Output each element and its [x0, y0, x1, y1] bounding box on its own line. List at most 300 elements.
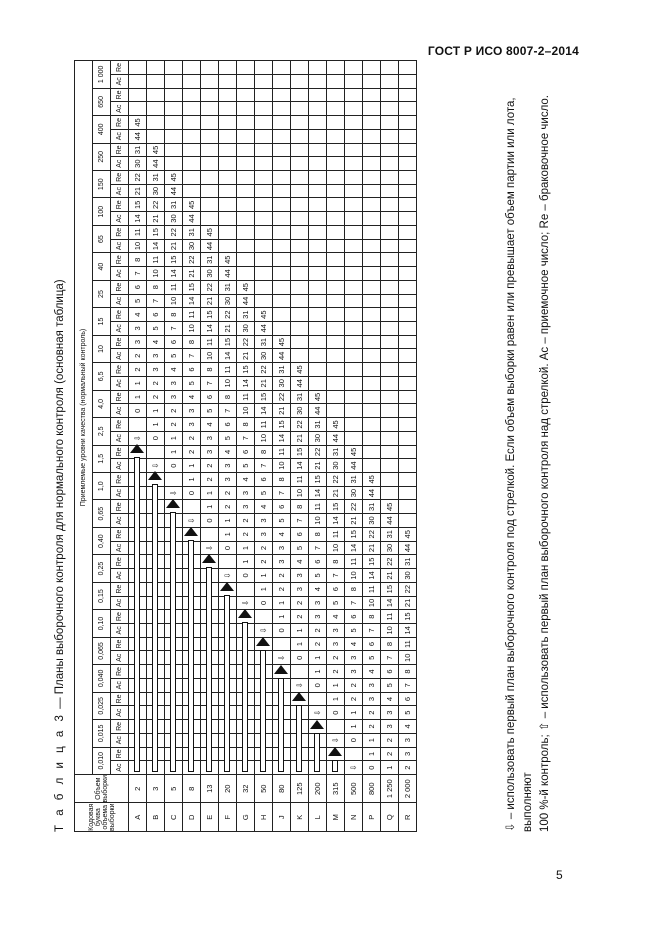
re-value: 11 — [255, 418, 273, 432]
re-value — [237, 747, 255, 761]
ac-value: 2 — [291, 596, 309, 610]
ac-value: 5 — [237, 459, 255, 473]
ac-value — [309, 267, 327, 281]
re-value — [399, 445, 417, 459]
ac-value: 10 — [399, 651, 417, 665]
ac-value: 44 — [237, 294, 255, 308]
re-value — [381, 225, 399, 239]
ac-value: 1 — [309, 651, 327, 665]
re-value: 4 — [201, 418, 219, 432]
code-letter: J — [273, 803, 291, 832]
re-value — [255, 116, 273, 130]
re-value — [255, 253, 273, 267]
re-value — [345, 88, 363, 102]
re-value — [237, 143, 255, 157]
ac-value — [291, 294, 309, 308]
re-value: 6 — [309, 555, 327, 569]
re-value: 15 — [399, 610, 417, 624]
re-value — [291, 171, 309, 185]
ac-value — [381, 157, 399, 171]
re-value: 3 — [363, 692, 381, 706]
ac-value — [201, 569, 219, 583]
re-value: 15 — [309, 472, 327, 486]
ac-value — [255, 651, 273, 665]
re-value — [255, 665, 273, 679]
ac-value: 3 — [129, 322, 147, 336]
re-value — [147, 116, 165, 130]
ac-value — [219, 74, 237, 88]
ac-value: 10 — [165, 294, 183, 308]
re-value: 31 — [273, 363, 291, 377]
re-value — [363, 116, 381, 130]
ac-value — [345, 431, 363, 445]
re-value — [201, 61, 219, 75]
re-value: 4 — [309, 582, 327, 596]
re-value — [165, 500, 183, 514]
re-label: Re — [111, 418, 129, 432]
re-value — [363, 308, 381, 322]
re-value: 4 — [147, 335, 165, 349]
ac-value: ⇩ — [255, 623, 273, 637]
ac-value — [363, 294, 381, 308]
ac-value — [309, 129, 327, 143]
ac-value: 3 — [219, 459, 237, 473]
re-value — [309, 747, 327, 761]
re-label: Re — [111, 472, 129, 486]
ac-value — [255, 267, 273, 281]
re-value — [291, 143, 309, 157]
ac-value — [129, 102, 147, 116]
ac-value — [363, 431, 381, 445]
ac-value: 5 — [273, 514, 291, 528]
re-value: 22 — [183, 253, 201, 267]
ac-value — [201, 184, 219, 198]
ac-value — [291, 102, 309, 116]
re-value: 15 — [381, 582, 399, 596]
re-value: 11 — [309, 500, 327, 514]
re-value: 3 — [399, 747, 417, 761]
re-value — [381, 280, 399, 294]
re-value: 45 — [237, 280, 255, 294]
ac-value: 30 — [291, 404, 309, 418]
re-value: 22 — [309, 445, 327, 459]
ac-value: 1 — [147, 404, 165, 418]
re-label: Re — [111, 500, 129, 514]
ac-value — [183, 129, 201, 143]
re-value — [255, 198, 273, 212]
re-value — [309, 253, 327, 267]
aql-level: 65 — [93, 225, 111, 252]
ac-value — [237, 129, 255, 143]
re-value — [129, 582, 147, 596]
re-value: 2 — [291, 610, 309, 624]
ac-value — [363, 459, 381, 473]
ac-value — [201, 678, 219, 692]
ac-value: 30 — [309, 431, 327, 445]
re-value — [219, 637, 237, 651]
re-value: 22 — [273, 390, 291, 404]
re-label: Re — [111, 610, 129, 624]
ac-value — [129, 514, 147, 528]
re-value: 3 — [255, 527, 273, 541]
re-value — [381, 198, 399, 212]
ac-value — [399, 74, 417, 88]
re-value — [381, 116, 399, 130]
ac-value: 10 — [273, 459, 291, 473]
ac-value: 30 — [327, 459, 345, 473]
sample-size: 800 — [363, 774, 381, 803]
re-label: Re — [111, 116, 129, 130]
ac-value — [345, 322, 363, 336]
re-value — [309, 61, 327, 75]
ac-value: 3 — [345, 651, 363, 665]
ac-label: Ac — [111, 623, 129, 637]
ac-value: 21 — [363, 541, 381, 555]
re-value: 45 — [399, 527, 417, 541]
ac-value: 10 — [237, 404, 255, 418]
re-value — [255, 747, 273, 761]
ac-value: 7 — [381, 651, 399, 665]
ac-value — [147, 486, 165, 500]
re-value: 11 — [183, 308, 201, 322]
ac-value: 2 — [381, 733, 399, 747]
ac-value — [345, 157, 363, 171]
aql-level: 10 — [93, 335, 111, 362]
re-value: 3 — [273, 555, 291, 569]
re-label: Re — [111, 280, 129, 294]
re-value: 31 — [363, 500, 381, 514]
re-value: 4 — [273, 527, 291, 541]
ac-value — [219, 239, 237, 253]
re-value — [147, 692, 165, 706]
ac-value — [345, 102, 363, 116]
re-value — [201, 610, 219, 624]
re-value — [327, 280, 345, 294]
ac-value — [183, 569, 201, 583]
ac-value: 44 — [183, 212, 201, 226]
ac-value — [255, 733, 273, 747]
ac-value: 3 — [165, 376, 183, 390]
re-value — [309, 280, 327, 294]
ac-value — [363, 267, 381, 281]
ac-value — [129, 651, 147, 665]
ac-value: 30 — [273, 376, 291, 390]
ac-value: 14 — [381, 596, 399, 610]
ac-value: 5 — [399, 706, 417, 720]
ac-value — [309, 733, 327, 747]
re-value — [147, 747, 165, 761]
ac-value — [165, 569, 183, 583]
re-value — [183, 582, 201, 596]
re-value: 45 — [381, 500, 399, 514]
re-value: 4 — [399, 720, 417, 734]
ac-value — [255, 102, 273, 116]
re-value: 1 — [327, 692, 345, 706]
ac-value — [363, 212, 381, 226]
re-value: 31 — [291, 390, 309, 404]
ac-value — [291, 706, 309, 720]
ac-value: 7 — [327, 569, 345, 583]
re-value: 1 — [345, 720, 363, 734]
re-value — [183, 88, 201, 102]
re-value — [273, 116, 291, 130]
re-value: 11 — [345, 555, 363, 569]
re-label: Re — [111, 390, 129, 404]
re-value: 2 — [381, 747, 399, 761]
ac-value — [399, 404, 417, 418]
ac-value: 5 — [183, 376, 201, 390]
ac-value: 5 — [201, 404, 219, 418]
ac-value: 14 — [237, 376, 255, 390]
ac-value — [165, 157, 183, 171]
re-value — [183, 116, 201, 130]
re-value — [129, 555, 147, 569]
re-value: 45 — [363, 472, 381, 486]
ac-value — [291, 239, 309, 253]
re-label: Re — [111, 445, 129, 459]
re-value — [309, 225, 327, 239]
ac-value: 44 — [381, 514, 399, 528]
ac-value: 1 — [291, 623, 309, 637]
re-value — [201, 88, 219, 102]
re-value: 15 — [129, 198, 147, 212]
re-value: 11 — [129, 225, 147, 239]
re-value — [147, 582, 165, 596]
ac-value: 0 — [237, 569, 255, 583]
sample-size: 32 — [237, 774, 255, 803]
re-label: Re — [111, 555, 129, 569]
re-value: 31 — [255, 335, 273, 349]
re-label: Re — [111, 253, 129, 267]
ac-value — [129, 569, 147, 583]
ac-value — [201, 733, 219, 747]
re-value — [183, 61, 201, 75]
re-value: 15 — [291, 445, 309, 459]
re-value — [273, 61, 291, 75]
ac-value: 21 — [183, 267, 201, 281]
ac-value: 14 — [291, 459, 309, 473]
re-value — [399, 253, 417, 267]
re-value: 45 — [345, 445, 363, 459]
ac-value: 2 — [399, 761, 417, 775]
re-value: 6 — [237, 445, 255, 459]
ac-value — [165, 102, 183, 116]
ac-value — [255, 129, 273, 143]
re-value — [399, 116, 417, 130]
ac-value: 30 — [201, 267, 219, 281]
ac-value — [345, 267, 363, 281]
ac-value: 3 — [273, 541, 291, 555]
re-value: 22 — [327, 472, 345, 486]
ac-value — [165, 514, 183, 528]
re-label: Re — [111, 582, 129, 596]
ac-value — [273, 129, 291, 143]
code-letter: D — [183, 803, 201, 832]
ac-value: 14 — [327, 514, 345, 528]
re-value: 4 — [165, 363, 183, 377]
re-label: Re — [111, 143, 129, 157]
sample-size: 3 — [147, 774, 165, 803]
aql-level: 650 — [93, 88, 111, 115]
re-value: 3 — [147, 363, 165, 377]
re-value: 8 — [363, 610, 381, 624]
ac-value: 3 — [255, 514, 273, 528]
re-value — [129, 720, 147, 734]
re-value — [399, 198, 417, 212]
ac-value — [327, 267, 345, 281]
re-value: 11 — [201, 335, 219, 349]
ac-value — [291, 212, 309, 226]
ac-value: 21 — [327, 486, 345, 500]
re-value — [147, 472, 165, 486]
re-value: 6 — [255, 472, 273, 486]
document-header: ГОСТ Р ИСО 8007-2–2014 — [427, 44, 579, 58]
ac-value: 0 — [129, 404, 147, 418]
ac-value: 10 — [255, 431, 273, 445]
re-value — [201, 116, 219, 130]
ac-value: 21 — [345, 514, 363, 528]
ac-value — [381, 486, 399, 500]
re-value — [201, 171, 219, 185]
ac-value — [291, 157, 309, 171]
re-value: 8 — [237, 418, 255, 432]
re-value — [219, 720, 237, 734]
re-value — [129, 88, 147, 102]
ac-value — [381, 129, 399, 143]
ac-value: ⇩ — [291, 678, 309, 692]
ac-value — [309, 349, 327, 363]
ac-value — [219, 761, 237, 775]
ac-value: 2 — [327, 651, 345, 665]
re-value — [291, 747, 309, 761]
re-value — [345, 363, 363, 377]
re-value — [183, 555, 201, 569]
table-row — [219, 61, 237, 832]
ac-value — [219, 102, 237, 116]
ac-value: 14 — [219, 349, 237, 363]
ac-value — [363, 157, 381, 171]
ac-value: ⇩ — [237, 596, 255, 610]
ac-value: 2 — [183, 431, 201, 445]
ac-value — [273, 678, 291, 692]
re-value — [363, 61, 381, 75]
aql-level: 4,0 — [93, 390, 111, 417]
re-value — [219, 171, 237, 185]
re-value — [381, 390, 399, 404]
re-value — [237, 610, 255, 624]
ac-value — [219, 212, 237, 226]
ac-value — [399, 184, 417, 198]
re-value: 15 — [363, 555, 381, 569]
ac-value — [291, 129, 309, 143]
re-value — [327, 61, 345, 75]
ac-value — [273, 184, 291, 198]
ac-value: 5 — [219, 431, 237, 445]
re-value: 6 — [183, 363, 201, 377]
re-value — [183, 527, 201, 541]
re-value: 31 — [237, 308, 255, 322]
re-value: 31 — [165, 198, 183, 212]
re-value — [165, 720, 183, 734]
re-value — [381, 418, 399, 432]
re-value: 45 — [273, 335, 291, 349]
ac-value — [345, 74, 363, 88]
ac-value — [183, 761, 201, 775]
re-value: 4 — [129, 308, 147, 322]
re-value — [309, 692, 327, 706]
ac-label: Ac — [111, 569, 129, 583]
re-value — [165, 582, 183, 596]
ac-value — [237, 212, 255, 226]
re-value — [273, 720, 291, 734]
sample-size: 50 — [255, 774, 273, 803]
re-value: 22 — [129, 171, 147, 185]
ac-value — [345, 349, 363, 363]
ac-label: Ac — [111, 239, 129, 253]
ac-value — [237, 651, 255, 665]
code-letter: P — [363, 803, 381, 832]
re-value — [345, 390, 363, 404]
ac-value — [129, 678, 147, 692]
ac-value — [399, 486, 417, 500]
re-value: 31 — [345, 472, 363, 486]
code-letter: E — [201, 803, 219, 832]
code-letter: L — [309, 803, 327, 832]
re-value — [273, 171, 291, 185]
re-value — [255, 610, 273, 624]
re-value: 8 — [399, 665, 417, 679]
ac-label: Ac — [111, 74, 129, 88]
re-value: 4 — [183, 390, 201, 404]
re-value: 45 — [309, 390, 327, 404]
re-value — [345, 198, 363, 212]
ac-value: 3 — [399, 733, 417, 747]
ac-value: 44 — [327, 431, 345, 445]
re-value — [237, 720, 255, 734]
ac-value: 2 — [345, 678, 363, 692]
ac-value — [237, 102, 255, 116]
ac-value: 10 — [291, 486, 309, 500]
ac-value — [327, 239, 345, 253]
re-value — [381, 143, 399, 157]
ac-value — [363, 74, 381, 88]
re-value: 3 — [309, 610, 327, 624]
ac-value: 7 — [147, 294, 165, 308]
aql-level: 400 — [93, 116, 111, 143]
re-value — [327, 363, 345, 377]
ac-value: 44 — [345, 459, 363, 473]
ac-value — [399, 129, 417, 143]
ac-value: 3 — [237, 486, 255, 500]
re-value — [147, 500, 165, 514]
ac-value: 7 — [345, 596, 363, 610]
ac-value: 10 — [309, 514, 327, 528]
ac-value: 14 — [165, 267, 183, 281]
ac-value: 3 — [327, 623, 345, 637]
ac-value — [201, 102, 219, 116]
re-value: 1 — [255, 582, 273, 596]
re-value: 1 — [219, 527, 237, 541]
re-value — [147, 527, 165, 541]
ac-value — [255, 294, 273, 308]
ac-value: 2 — [309, 623, 327, 637]
sample-size: 20 — [219, 774, 237, 803]
re-value: 3 — [291, 582, 309, 596]
code-letter-header: Кодовая буква объема выборки — [75, 803, 129, 832]
aql-level: 0,025 — [93, 692, 111, 719]
ac-value: ⇩ — [327, 733, 345, 747]
re-value — [129, 418, 147, 432]
